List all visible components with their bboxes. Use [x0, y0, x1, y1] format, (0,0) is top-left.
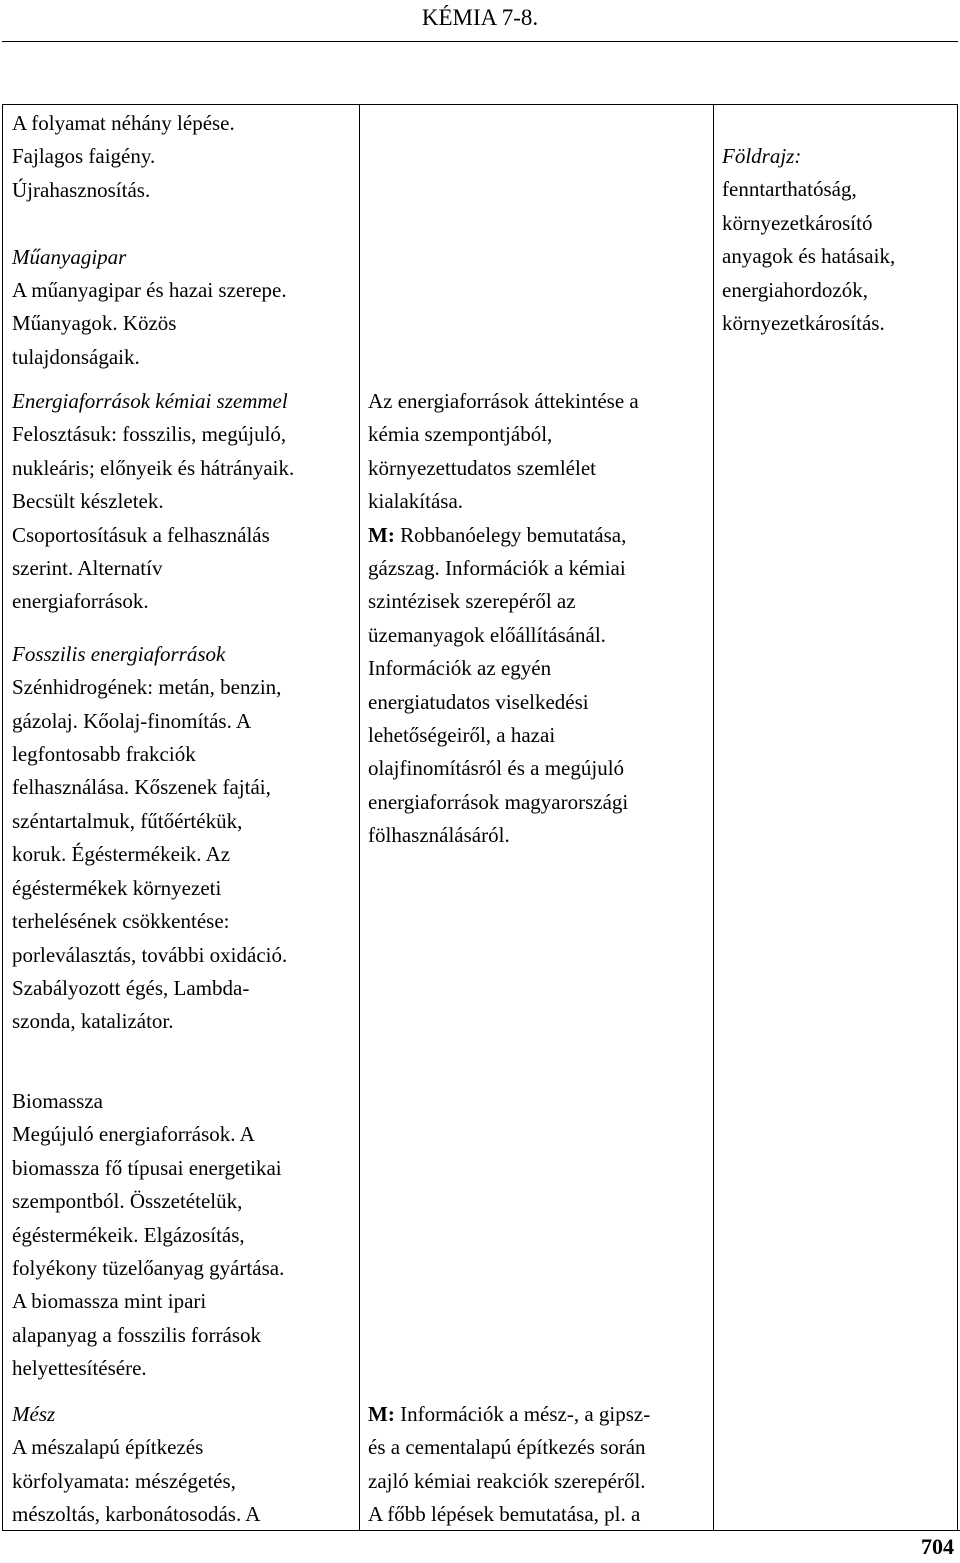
- col2-line: kémia szempontjából,: [368, 422, 553, 447]
- col1-line: Műanyagok. Közös: [12, 311, 177, 336]
- col3-line: környezetkárosító: [722, 210, 873, 235]
- col1-line: Újrahasznosítás.: [12, 177, 151, 202]
- table-right-border: [957, 104, 958, 1531]
- col2-m-line: [368, 519, 639, 552]
- col1-line: folyékony tüzelőanyag gyártása.: [12, 1256, 285, 1281]
- col1-line: koruk. Égéstermékeik. Az: [12, 842, 231, 867]
- column-divider-1: [359, 104, 360, 1531]
- col1-line: A biomassza mint ipari: [12, 1289, 207, 1314]
- col2-line: lehetőségeiről, a hazai: [368, 723, 556, 748]
- col2-block-energy: [368, 385, 639, 853]
- page-number: 704: [921, 1534, 954, 1559]
- col1-block-biomass: [12, 1085, 284, 1386]
- col2-line: fölhasználásáról.: [368, 823, 510, 848]
- col1-block-energy: [12, 385, 294, 1039]
- col3-line: fenntarthatóság,: [722, 177, 857, 202]
- header-rule: [2, 41, 958, 42]
- col2-line: gázszag. Információk a kémiai: [368, 556, 626, 581]
- col1-line: Csoportosításuk a felhasználás: [12, 522, 270, 547]
- col1-line: A folyamat néhány lépése.: [12, 111, 235, 135]
- col2-line: Információk az egyén: [368, 656, 552, 681]
- col1-line: helyettesítésére.: [12, 1356, 147, 1381]
- col1-line: Fajlagos faigény.: [12, 144, 156, 169]
- biomass-heading: Biomassza: [12, 1089, 103, 1113]
- table-left-border: [2, 104, 3, 1531]
- col3-line: környezetkárosítás.: [722, 311, 885, 336]
- m-text: Információk a mész-, a gipsz-: [394, 1402, 651, 1426]
- col1-line: égéstermékek környezeti: [12, 875, 222, 900]
- energy-heading: Energiaforrások kémiai szemmel: [12, 389, 288, 413]
- col2-line: szintézisek szerepéről az: [368, 589, 576, 614]
- col1-line: szempontból. Összetételük,: [12, 1189, 243, 1214]
- col1-line: mészoltás, karbonátosodás. A: [12, 1502, 261, 1527]
- col1-line: Becsült készletek.: [12, 489, 164, 514]
- col2-line: olajfinomításról és a megújuló: [368, 756, 625, 781]
- col1-line: nukleáris; előnyeik és hátrányaik.: [12, 455, 295, 480]
- col1-line: széntartalmuk, fűtőértékük,: [12, 808, 243, 833]
- col1-line: A műanyagipar és hazai szerepe.: [12, 278, 287, 303]
- col1-line: biomassza fő típusai energetikai: [12, 1155, 282, 1180]
- col1-block-lime: [12, 1398, 260, 1532]
- m-text: Robbanóelegy bemutatása,: [394, 522, 627, 547]
- col2-line: Az energiaforrások áttekintése a: [368, 389, 639, 413]
- col1-line: terhelésének csökkentése:: [12, 909, 230, 934]
- m-label: M:: [368, 1402, 395, 1426]
- plastics-heading: Műanyagipar: [12, 244, 127, 269]
- col1-line: felhasználása. Kőszenek fajtái,: [12, 775, 271, 800]
- col1-line: körfolyamata: mészégetés,: [12, 1468, 236, 1493]
- col2-line: és a cementalapú építkezés során: [368, 1435, 646, 1460]
- col1-block-plastics: [12, 107, 287, 374]
- page-number-rule: [906, 1530, 960, 1531]
- col1-line: szonda, katalizátor.: [12, 1009, 174, 1034]
- m-label: M:: [368, 522, 395, 547]
- col1-line: Felosztásuk: fosszilis, megújuló,: [12, 422, 287, 447]
- col2-m-line: [368, 1398, 650, 1431]
- col2-line: környezettudatos szemlélet: [368, 455, 596, 480]
- col2-line: energiatudatos viselkedési: [368, 689, 589, 714]
- col2-line: A főbb lépések bemutatása, pl. a: [368, 1502, 641, 1527]
- col1-line: energiaforrások.: [12, 589, 149, 614]
- col1-line: alapanyag a fosszilis források: [12, 1322, 261, 1347]
- col3-line: anyagok és hatásaik,: [722, 244, 896, 269]
- col3-line: energiahordozók,: [722, 277, 868, 302]
- col3-block-geography: [722, 140, 895, 340]
- lime-heading: Mész: [12, 1402, 56, 1426]
- col1-line: gázolaj. Kőolaj-finomítás. A: [12, 708, 252, 733]
- page-header: KÉMIA 7-8.: [421, 5, 539, 30]
- col1-line: porleválasztás, további oxidáció.: [12, 942, 288, 967]
- col1-line: Szabályozott égés, Lambda-: [12, 975, 250, 1000]
- col2-block-lime: [368, 1398, 650, 1532]
- geography-heading: Földrajz:: [722, 144, 802, 168]
- col2-line: zajló kémiai reakciók szerepéről.: [368, 1468, 646, 1493]
- col1-line: szerint. Alternatív: [12, 556, 163, 581]
- column-divider-2: [713, 104, 714, 1531]
- col2-line: energiaforrások magyarországi: [368, 789, 629, 814]
- col2-line: üzemanyagok előállításánál.: [368, 622, 606, 647]
- col1-line: A mészalapú építkezés: [12, 1435, 204, 1460]
- col1-line: égéstermékeik. Elgázosítás,: [12, 1222, 245, 1247]
- col1-line: Szénhidrogének: metán, benzin,: [12, 675, 282, 700]
- col1-line: tulajdonságaik.: [12, 344, 140, 369]
- col2-line: kialakítása.: [368, 489, 464, 514]
- table-top-border: [2, 104, 958, 105]
- fossil-heading: Fosszilis energiaforrások: [12, 641, 226, 666]
- col1-line: legfontosabb frakciók: [12, 742, 196, 767]
- col1-line: Megújuló energiaforrások. A: [12, 1122, 255, 1147]
